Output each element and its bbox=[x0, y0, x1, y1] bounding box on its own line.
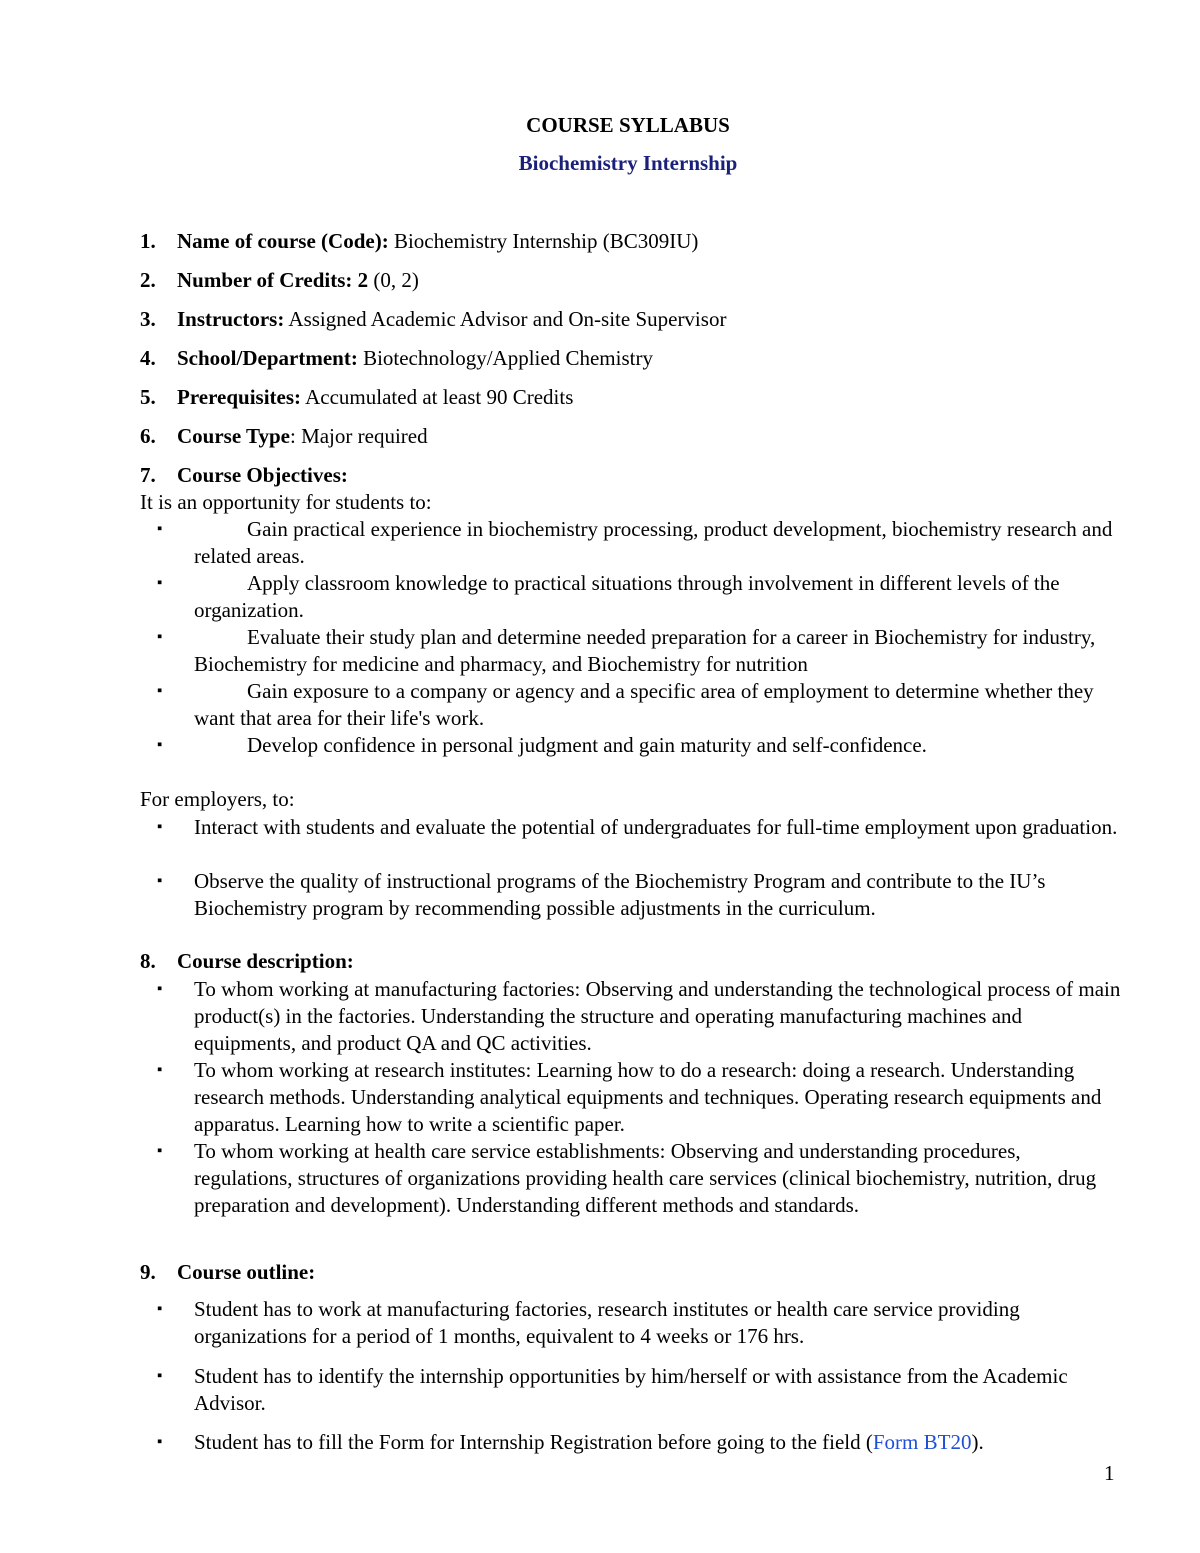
list-item: Evaluate their study plan and determine needed preparation for a career in Biochemistry for industry, Biochemistry for medicine and pharmacy, and Biochemistry for nutrition bbox=[194, 625, 1096, 676]
item-value: Assigned Academic Advisor and On-site Supervisor bbox=[284, 307, 727, 331]
item-value: Biochemistry Internship (BC309IU) bbox=[388, 229, 699, 253]
item-label: Name of course (Code): bbox=[177, 229, 389, 253]
list-item: Gain exposure to a company or agency and a specific area of employment to determine whether they want that area for their life's work. bbox=[194, 679, 1094, 730]
item-label: Prerequisites: bbox=[177, 385, 302, 409]
item-number: 7. bbox=[140, 463, 156, 487]
item-number: 3. bbox=[140, 307, 156, 331]
bullet-icon: ▪ bbox=[157, 1434, 163, 1450]
item-label: School/Department: bbox=[177, 346, 358, 370]
bullet-icon: ▪ bbox=[157, 1301, 163, 1317]
item-label: Number of Credits: 2 bbox=[177, 268, 369, 292]
item-course-type bbox=[140, 423, 428, 450]
employers-intro: For employers, to: bbox=[140, 787, 295, 811]
list-item: To whom working at research institutes: Learning how to do a research: doing a research. Understanding research methods. Understanding analytical equipments and techniques. Operating research equipments and apparatus. Learning how to write a scientific paper. bbox=[194, 1058, 1102, 1136]
item-prerequisites bbox=[140, 384, 573, 411]
bullet-icon: ▪ bbox=[157, 575, 163, 591]
item-course-name bbox=[140, 228, 698, 255]
bullet-icon: ▪ bbox=[157, 737, 163, 753]
document-subtitle: Biochemistry Internship bbox=[518, 151, 738, 175]
list-item: Student has to identify the internship opportunities by him/herself or with assistance from the Academic Advisor. bbox=[194, 1364, 1068, 1415]
bullet-icon: ▪ bbox=[157, 1143, 163, 1159]
item-number: 8. bbox=[140, 949, 156, 973]
bullet-icon: ▪ bbox=[157, 1062, 163, 1078]
item-label: Course description: bbox=[177, 949, 354, 973]
list-item: Apply classroom knowledge to practical situations through involvement in different levels of the organization. bbox=[194, 571, 1060, 622]
bullet-icon: ▪ bbox=[157, 629, 163, 645]
list-item: Student has to fill the Form for Internship Registration before going to the field (Form BT20). bbox=[194, 1430, 984, 1454]
list-item: Develop confidence in personal judgment and gain maturity and self-confidence. bbox=[247, 733, 927, 757]
bullet-icon: ▪ bbox=[157, 819, 163, 835]
form-bt20-link[interactable]: Form BT20 bbox=[872, 1430, 972, 1454]
item-number: 9. bbox=[140, 1260, 156, 1284]
list-item: To whom working at manufacturing factories: Observing and understanding the technological process of main product(s) in the factories. Understanding the structure and operating manufacturing machines and equipments, and product QA and QC activities. bbox=[194, 977, 1121, 1055]
item-number: 2. bbox=[140, 268, 156, 292]
heading-course-objectives bbox=[140, 462, 348, 489]
item-number: 1. bbox=[140, 229, 156, 253]
item-value: Biotechnology/Applied Chemistry bbox=[357, 346, 653, 370]
bullet-icon: ▪ bbox=[157, 521, 163, 537]
item-label: Course Type bbox=[177, 424, 290, 448]
item-number: 6. bbox=[140, 424, 156, 448]
bullet-icon: ▪ bbox=[157, 981, 163, 997]
bullet-icon: ▪ bbox=[157, 683, 163, 699]
objectives-intro: It is an opportunity for students to: bbox=[140, 490, 432, 514]
bullet-icon: ▪ bbox=[157, 1368, 163, 1384]
item-label: Instructors: bbox=[177, 307, 285, 331]
item-instructors bbox=[140, 306, 726, 333]
item-number: 4. bbox=[140, 346, 156, 370]
list-item: Observe the quality of instructional programs of the Biochemistry Program and contribute to the IU’s Biochemistry program by recommending possible adjustments in the curriculum. bbox=[194, 869, 1046, 920]
item-value: (0, 2) bbox=[368, 268, 419, 292]
bullet-icon: ▪ bbox=[157, 873, 163, 889]
list-item: Student has to work at manufacturing factories, research institutes or health care service providing organizations for a period of 1 months, equivalent to 4 weeks or 176 hrs. bbox=[194, 1297, 1020, 1348]
list-item: Gain practical experience in biochemistry processing, product development, biochemistry research and related areas. bbox=[194, 517, 1113, 568]
page-number: 1 bbox=[1104, 1461, 1115, 1485]
item-department bbox=[140, 345, 653, 372]
document-title: COURSE SYLLABUS bbox=[526, 113, 730, 137]
list-item: To whom working at health care service establishments: Observing and understanding procedures, regulations, structures of organizations providing health care services (clinical biochemistry, nutrition, drug preparation and development). Understanding different methods and standards. bbox=[194, 1139, 1097, 1217]
item-credits bbox=[140, 267, 419, 294]
item-value: : Major required bbox=[289, 424, 428, 448]
item-number: 5. bbox=[140, 385, 156, 409]
item-label: Course Objectives: bbox=[177, 463, 348, 487]
item-label: Course outline: bbox=[177, 1260, 316, 1284]
heading-course-outline bbox=[140, 1259, 315, 1286]
list-item: Interact with students and evaluate the potential of undergraduates for full-time employment upon graduation. bbox=[194, 815, 1118, 839]
heading-course-description bbox=[140, 948, 354, 975]
item-value: Accumulated at least 90 Credits bbox=[301, 385, 574, 409]
